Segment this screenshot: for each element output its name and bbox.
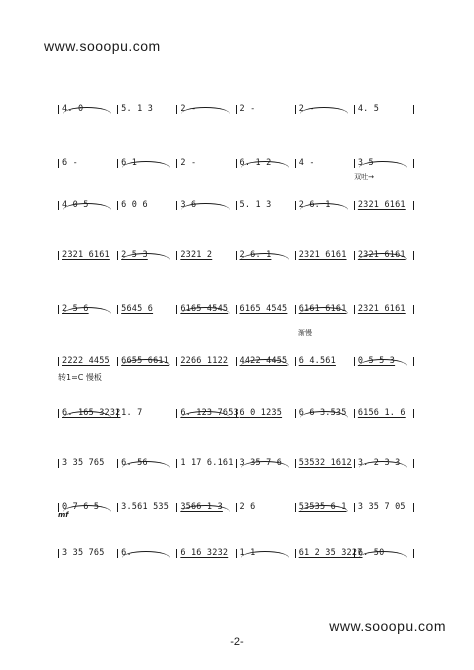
measure-notes: 2 5 6 xyxy=(62,303,89,314)
measure xyxy=(58,305,118,315)
measure xyxy=(58,549,118,559)
measure-notes: 6165 4545 xyxy=(239,303,288,314)
measure-notes: 2 6. 1 xyxy=(298,199,331,210)
measure xyxy=(177,305,236,315)
performance-annotation: 双吐→ xyxy=(354,173,374,181)
measure xyxy=(355,357,414,367)
measure-notes: 2321 6161 xyxy=(357,303,406,314)
score-system xyxy=(58,373,414,418)
score-system xyxy=(58,228,414,260)
measure-notes: 2 5 3 xyxy=(121,249,148,260)
measure-row xyxy=(58,282,414,314)
measure-row xyxy=(58,528,414,558)
measure-notes: 0 5 5 3 xyxy=(357,355,396,366)
score-system xyxy=(58,136,414,168)
measure-notes: 2 6 xyxy=(239,501,256,512)
measure-notes: 2321 6161 xyxy=(357,199,406,210)
measure xyxy=(58,407,121,419)
measure xyxy=(237,201,296,211)
measure-notes: 5. 1 3 xyxy=(239,199,272,210)
measure xyxy=(296,409,355,419)
measure xyxy=(118,459,177,469)
measure-notes: 6. 165 3232 xyxy=(62,407,121,418)
measure xyxy=(237,409,296,419)
measure xyxy=(296,459,355,469)
measure-notes: 2 6. 1 xyxy=(239,249,272,260)
measure xyxy=(118,357,177,367)
measure-notes: 4 0 5 xyxy=(62,199,89,210)
measure xyxy=(296,503,355,513)
measure-notes: 2 - xyxy=(180,103,197,114)
measure xyxy=(118,251,177,261)
measure-notes: 3.561 535 xyxy=(121,501,170,512)
score-system xyxy=(58,282,414,314)
measure xyxy=(237,105,296,115)
measure-notes: 53535 6 1 xyxy=(298,501,347,512)
measure xyxy=(177,407,239,419)
measure-notes: 2321 2 xyxy=(180,249,213,260)
measure-row xyxy=(58,482,414,512)
measure xyxy=(355,459,414,469)
measure xyxy=(237,357,296,367)
performance-annotation: 渐慢 xyxy=(298,329,312,337)
measure-notes: 6161 6161 xyxy=(298,303,347,314)
measure xyxy=(58,459,118,469)
measure xyxy=(355,305,414,315)
measure-notes: 6. xyxy=(121,547,132,558)
measure-notes: 4422 4455 xyxy=(239,355,288,366)
measure xyxy=(237,549,296,559)
measure-notes: 5. 1 3 xyxy=(121,103,154,114)
watermark-bottom: www.sooopu.com xyxy=(329,618,446,634)
measure-notes: 3 6 xyxy=(180,199,197,210)
measure-notes: 2222 4455 xyxy=(62,355,110,366)
measure-row xyxy=(58,136,414,168)
measure-notes: 2321 6161 xyxy=(298,249,347,260)
measure-notes: 1. 7 xyxy=(121,407,143,418)
measure-notes: 3 35 7 6 xyxy=(239,457,283,468)
measure-notes: 6. 56 xyxy=(121,457,148,468)
measure-notes: 2 - xyxy=(180,157,197,168)
measure-notes: 3. 2 3 3 xyxy=(357,457,401,468)
measure xyxy=(237,503,296,513)
measure xyxy=(237,305,296,315)
measure xyxy=(237,251,296,261)
measure xyxy=(58,159,118,169)
measure-notes: 2266 1122 xyxy=(180,355,229,366)
measure-notes: 6 0 1235 xyxy=(239,407,283,418)
measure-notes: 6655 6611 xyxy=(121,355,170,366)
measure xyxy=(355,549,414,559)
measure xyxy=(118,159,177,169)
measure xyxy=(296,251,355,261)
measure-notes: 3 5 xyxy=(357,157,374,168)
measure-row xyxy=(58,392,414,418)
measure xyxy=(118,503,177,513)
performance-annotation: mf xyxy=(58,511,69,519)
measure xyxy=(177,503,236,513)
measure-notes: 6 1 xyxy=(121,157,138,168)
measure-row xyxy=(58,438,414,468)
measure-notes: 6 16 3232 xyxy=(180,547,229,558)
measure-notes: 4. 0 xyxy=(62,103,84,114)
measure xyxy=(118,105,177,115)
measure xyxy=(355,251,414,261)
measure-notes: 5645 6 xyxy=(121,303,154,314)
measure xyxy=(296,305,355,315)
performance-annotation: 转1=C 慢板 xyxy=(58,373,102,382)
measure-notes: 3 35 765 xyxy=(62,457,105,468)
measure-notes: 2321 6161 xyxy=(62,249,110,260)
measure xyxy=(296,105,355,115)
measure-notes: 6 6 3.535 xyxy=(298,407,347,418)
measure xyxy=(237,159,296,169)
score-system xyxy=(58,528,414,558)
measure-row xyxy=(58,329,414,366)
measure-notes: 53532 1612 xyxy=(298,457,352,468)
measure-notes: 6165 4545 xyxy=(180,303,229,314)
measure xyxy=(177,201,236,211)
measure xyxy=(177,105,236,115)
measure xyxy=(177,251,236,261)
measure-notes: 2 - xyxy=(298,103,315,114)
measure xyxy=(177,159,236,169)
score-system xyxy=(58,329,414,366)
measure-notes: 4. 5 xyxy=(357,103,380,114)
page-number: -2- xyxy=(230,636,244,648)
score-system xyxy=(58,173,414,210)
measure-row xyxy=(58,82,414,114)
measure xyxy=(355,503,414,513)
measure xyxy=(118,409,177,419)
measure xyxy=(296,159,355,169)
measure xyxy=(355,105,414,115)
measure-notes: 6156 1. 6 xyxy=(357,407,406,418)
measure-notes: 4 - xyxy=(298,157,315,168)
measure xyxy=(177,549,236,559)
measure-row xyxy=(58,178,414,210)
measure xyxy=(296,547,363,559)
measure xyxy=(237,459,296,469)
measure xyxy=(58,357,118,367)
measure xyxy=(177,357,236,367)
measure xyxy=(118,549,177,559)
measure-notes: 3 35 7 05 xyxy=(357,501,406,512)
measure-notes: 0 7 6 5 xyxy=(62,501,100,512)
measure xyxy=(58,201,118,211)
measure xyxy=(296,201,355,211)
measure xyxy=(118,305,177,315)
measure-notes: 6. 50 xyxy=(357,547,385,558)
measure-notes: 6 0 6 xyxy=(121,199,148,210)
measure-notes: 2321 6161 xyxy=(357,249,406,260)
measure-notes: 6. 123 7653 xyxy=(180,407,239,418)
measure-notes: 6. 1 2 xyxy=(239,157,272,168)
measure-notes: 1 1 xyxy=(239,547,256,558)
measure xyxy=(58,251,118,261)
score-system xyxy=(58,482,414,519)
measure xyxy=(58,105,118,115)
score-system xyxy=(58,438,414,468)
measure xyxy=(355,409,414,419)
watermark-top: www.sooopu.com xyxy=(44,38,161,54)
measure-row xyxy=(58,228,414,260)
measure-notes: 6 - xyxy=(62,157,78,168)
measure-notes: 61 2 35 3227 xyxy=(298,547,363,558)
measure xyxy=(355,201,414,211)
measure-notes: 3 35 765 xyxy=(62,547,105,558)
measure xyxy=(355,159,414,169)
measure-notes: 1 17 6.161 xyxy=(180,457,234,468)
score-system xyxy=(58,82,414,114)
measure-notes: 3566 1 3 xyxy=(180,501,223,512)
measure-notes: 6 4.561 xyxy=(298,355,336,366)
measure xyxy=(177,459,236,469)
measure xyxy=(296,357,355,367)
measure xyxy=(118,201,177,211)
measure-notes: 2 - xyxy=(239,103,256,114)
